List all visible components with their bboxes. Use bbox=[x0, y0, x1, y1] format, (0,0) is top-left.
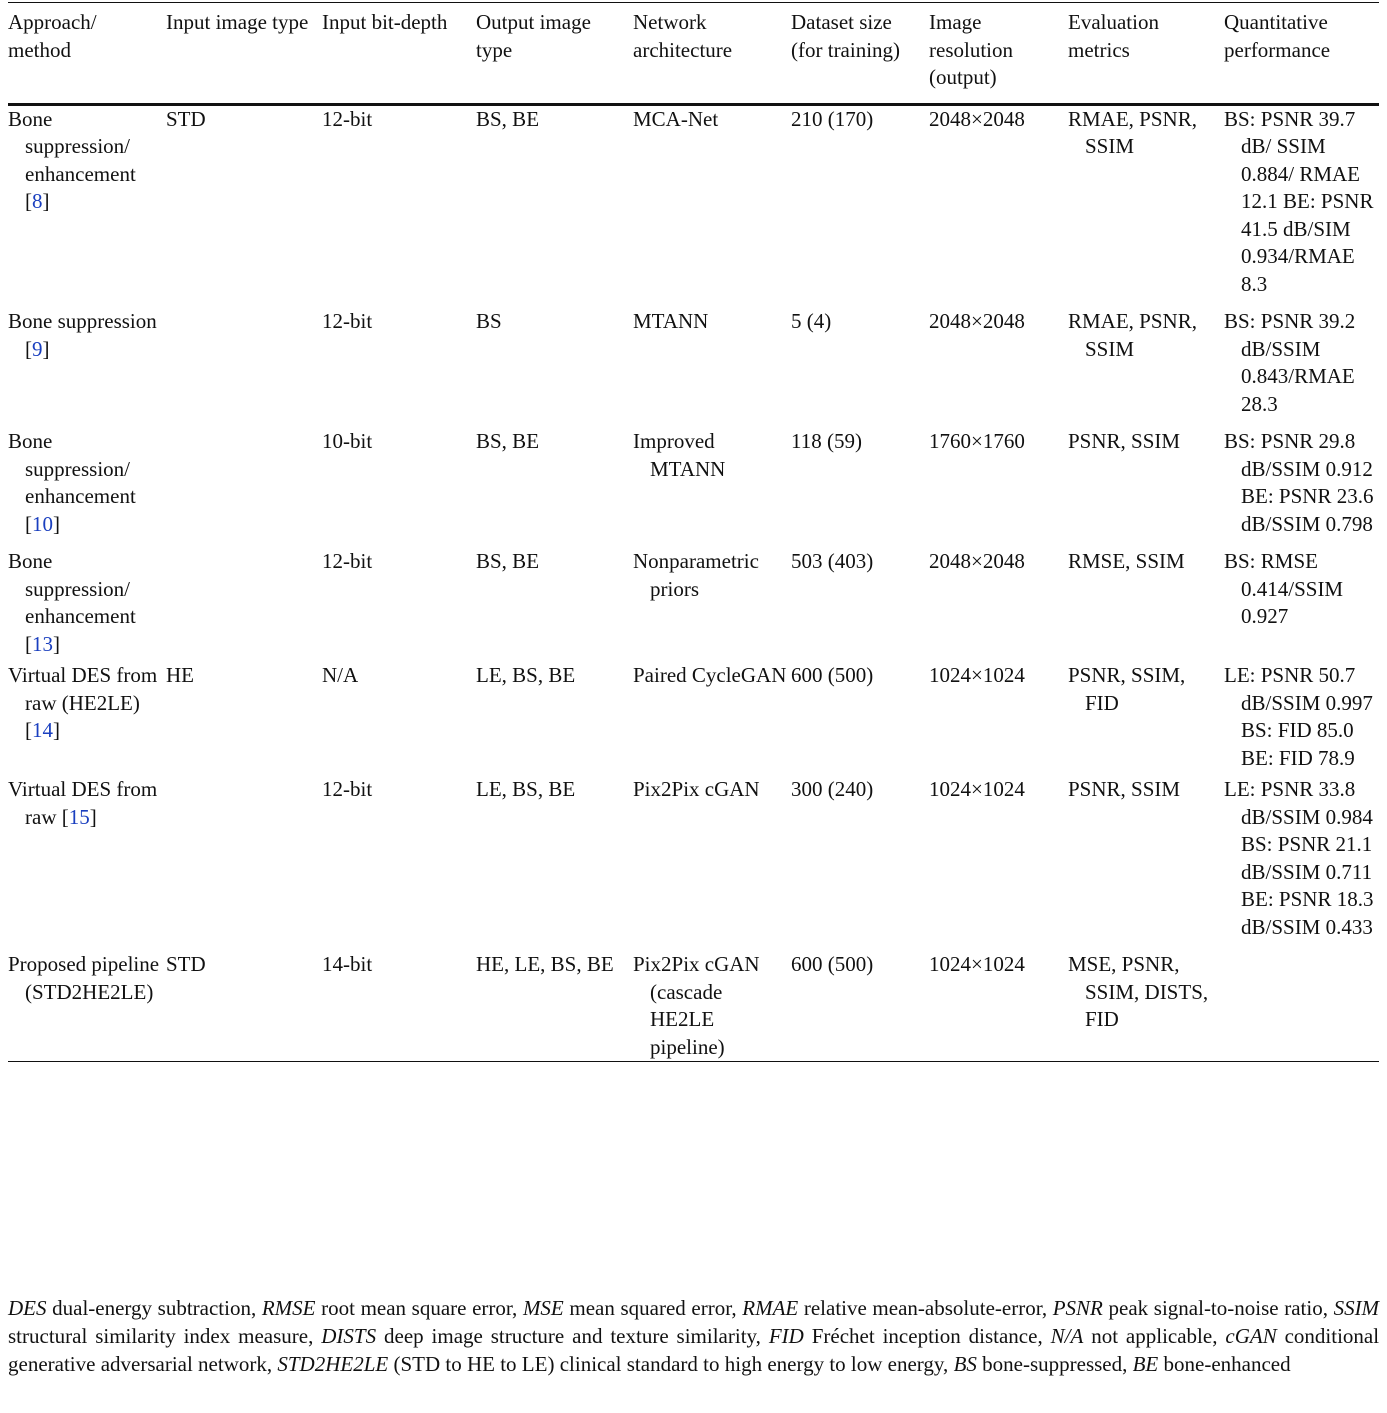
footnote-abbr: cGAN bbox=[1225, 1323, 1277, 1348]
cell-text: RMAE, PSNR, SSIM bbox=[1068, 106, 1197, 158]
header-resolution: Image resolution (output) bbox=[929, 10, 1013, 89]
table-row bbox=[8, 548, 1379, 662]
footnote-abbr: BS bbox=[953, 1351, 977, 1376]
cell-network bbox=[633, 662, 791, 776]
reference-link[interactable]: 15 bbox=[68, 804, 90, 829]
table-body bbox=[8, 104, 1379, 1062]
header-input-type: Input image type bbox=[166, 10, 309, 34]
cell-text: 2048×2048 bbox=[929, 549, 1025, 573]
cell-text: 12-bit bbox=[322, 777, 373, 801]
cell-text: BS, BE bbox=[476, 549, 540, 573]
cell-text: 5 (4) bbox=[791, 309, 832, 333]
cell-output-type bbox=[476, 104, 633, 308]
cell-dataset bbox=[791, 951, 929, 1062]
reference-link[interactable]: 10 bbox=[32, 511, 53, 536]
cell-network bbox=[633, 308, 791, 428]
cell-resolution bbox=[929, 308, 1068, 428]
table-footnote bbox=[8, 1295, 1379, 1378]
header-network: Network architecture bbox=[633, 10, 733, 62]
cell-text: LE, BS, BE bbox=[476, 777, 576, 801]
footnote-definition: deep image structure and texture similarity, bbox=[384, 1323, 761, 1348]
cell-approach: Bone suppression/ enhancement [10] bbox=[8, 429, 136, 536]
cell-network bbox=[633, 776, 791, 951]
footnote-definition: Fréchet inception distance, bbox=[811, 1323, 1043, 1348]
cell-text: PSNR, SSIM bbox=[1068, 777, 1181, 801]
cell-resolution bbox=[929, 662, 1068, 776]
cell-text: HE, LE, BS, BE bbox=[476, 952, 614, 976]
cell-text: 1024×1024 bbox=[929, 952, 1025, 976]
footnote-definition: mean squared error, bbox=[569, 1296, 737, 1320]
footnote-abbr: BE bbox=[1132, 1351, 1159, 1376]
cell-metrics bbox=[1068, 951, 1224, 1062]
cell-text: BS: PSNR 29.8 dB/SSIM 0.912 BE: PSNR 23.6 dB/SSIM 0.798 bbox=[1224, 429, 1374, 536]
cell-text: MCA-Net bbox=[633, 106, 719, 131]
cell-text: 1024×1024 bbox=[929, 777, 1025, 801]
footnote-abbr: PSNR bbox=[1052, 1296, 1103, 1320]
cell-resolution bbox=[929, 548, 1068, 662]
reference-link[interactable]: 14 bbox=[32, 718, 53, 742]
cell-text: 10-bit bbox=[322, 429, 373, 453]
cell-bit-depth bbox=[322, 776, 476, 951]
cell-text: Nonparametric priors bbox=[633, 549, 759, 601]
cell-text: 2048×2048 bbox=[929, 309, 1025, 333]
cell-text: STD bbox=[166, 952, 206, 976]
cell-output-type bbox=[476, 428, 633, 548]
cell-performance bbox=[1224, 428, 1379, 548]
footnote-definition: structural similarity index measure, bbox=[8, 1323, 314, 1348]
cell-input-type bbox=[166, 104, 322, 308]
reference-link[interactable]: 9 bbox=[32, 336, 43, 361]
cell-dataset bbox=[791, 104, 929, 308]
cell-text: 600 (500) bbox=[791, 663, 874, 687]
cell-network bbox=[633, 951, 791, 1062]
cell-resolution bbox=[929, 428, 1068, 548]
header-output-type: Output image type bbox=[476, 10, 591, 62]
cell-text: BS: PSNR 39.2 dB/SSIM 0.843/RMAE 28.3 bbox=[1224, 309, 1356, 416]
footnote-definition: not applicable, bbox=[1091, 1323, 1218, 1348]
cell-text: 600 (500) bbox=[791, 952, 874, 976]
reference-link[interactable]: 13 bbox=[32, 631, 53, 656]
footnote-abbr: RMSE bbox=[261, 1296, 316, 1320]
cell-text: LE, BS, BE bbox=[476, 663, 576, 687]
cell-output-type bbox=[476, 951, 633, 1062]
cell-approach: Bone suppression/ enhancement [13] bbox=[8, 549, 136, 656]
cell-metrics bbox=[1068, 776, 1224, 951]
cell-text: Proposed pipeline (STD2HE2LE) bbox=[8, 952, 160, 1004]
header-metrics: Evaluation metrics bbox=[1068, 10, 1159, 62]
cell-text: 503 (403) bbox=[791, 549, 874, 573]
cell-text: BS, BE bbox=[476, 429, 540, 453]
cell-performance bbox=[1224, 776, 1379, 951]
header-approach: Approach/ method bbox=[8, 10, 97, 62]
cell-network bbox=[633, 104, 791, 308]
cell-network bbox=[633, 428, 791, 548]
cell-output-type bbox=[476, 662, 633, 776]
footnote-definition: peak signal-to-noise ratio, bbox=[1108, 1296, 1328, 1320]
footnote-abbr: STD2HE2LE bbox=[277, 1351, 389, 1376]
cell-resolution bbox=[929, 776, 1068, 951]
table-row bbox=[8, 308, 1379, 428]
cell-output-type bbox=[476, 548, 633, 662]
cell-bit-depth bbox=[322, 548, 476, 662]
footnote-definition: dual-energy subtraction, bbox=[52, 1296, 257, 1320]
cell-text: BS: PSNR 39.7 dB/ SSIM 0.884/ RMAE 12.1 BE: PSNR 41.5 dB/SIM 0.934/RMAE 8.3 bbox=[1224, 106, 1374, 296]
cell-approach: Virtual DES from raw (HE2LE) [14] bbox=[8, 663, 158, 742]
cell-text: STD bbox=[166, 106, 206, 131]
footnote-definition: relative mean-absolute-error, bbox=[803, 1296, 1048, 1320]
cell-text: 210 (170) bbox=[791, 106, 874, 131]
cell-input-type bbox=[166, 308, 322, 428]
cell-approach: Bone suppression [9] bbox=[8, 309, 157, 361]
cell-text: RMSE, SSIM bbox=[1068, 549, 1185, 573]
cell-text: 1024×1024 bbox=[929, 663, 1025, 687]
cell-text: Bone suppression bbox=[8, 309, 157, 333]
cell-resolution bbox=[929, 104, 1068, 308]
cell-input-type bbox=[166, 951, 322, 1062]
cell-text: Bone suppression/ enhancement bbox=[8, 106, 136, 186]
header-bit-depth: Input bit-depth bbox=[322, 10, 448, 34]
footnote-abbr: FID bbox=[768, 1323, 804, 1348]
header-performance: Quantitative performance bbox=[1224, 10, 1331, 62]
table-row bbox=[8, 104, 1379, 308]
cell-input-type bbox=[166, 662, 322, 776]
cell-text: MTANN bbox=[633, 309, 709, 333]
cell-text: 118 (59) bbox=[791, 429, 862, 453]
cell-performance bbox=[1224, 951, 1379, 1062]
table-row bbox=[8, 428, 1379, 548]
cell-bit-depth bbox=[322, 662, 476, 776]
cell-metrics bbox=[1068, 662, 1224, 776]
cell-output-type bbox=[476, 776, 633, 951]
cell-bit-depth bbox=[322, 428, 476, 548]
footnote-abbr: RMAE bbox=[742, 1296, 799, 1320]
footnote-definition: conditional generative adversarial network, bbox=[8, 1323, 1380, 1376]
cell-text: 12-bit bbox=[322, 309, 373, 333]
cell-approach: Virtual DES from raw [15] bbox=[8, 777, 158, 829]
cell-text: PSNR, SSIM, FID bbox=[1068, 663, 1186, 715]
cell-text: 12-bit bbox=[322, 549, 373, 573]
cell-performance bbox=[1224, 308, 1379, 428]
header-dataset: Dataset size (for training) bbox=[791, 10, 901, 62]
cell-dataset bbox=[791, 662, 929, 776]
cell-text: Improved MTANN bbox=[633, 429, 726, 481]
cell-approach bbox=[8, 951, 166, 1062]
cell-input-type bbox=[166, 428, 322, 548]
reference-link[interactable]: 8 bbox=[32, 189, 43, 213]
cell-text: Virtual DES from raw bbox=[8, 777, 158, 829]
cell-text: LE: PSNR 33.8 dB/SSIM 0.984 BS: PSNR 21.1 dB/SSIM 0.711 BE: PSNR 18.3 dB/SSIM 0.433 bbox=[1224, 777, 1374, 939]
cell-performance bbox=[1224, 548, 1379, 662]
cell-input-type bbox=[166, 776, 322, 951]
cell-dataset bbox=[791, 428, 929, 548]
cell-dataset bbox=[791, 308, 929, 428]
cell-bit-depth bbox=[322, 104, 476, 308]
cell-text: BS: RMSE 0.414/SSIM 0.927 bbox=[1224, 549, 1344, 628]
cell-text: 300 (240) bbox=[791, 777, 874, 801]
cell-text: PSNR, SSIM bbox=[1068, 429, 1181, 453]
footnote-abbr: DISTS bbox=[321, 1323, 377, 1348]
cell-dataset bbox=[791, 776, 929, 951]
cell-approach: Bone suppression/ enhancement [8] bbox=[8, 106, 136, 213]
cell-metrics bbox=[1068, 428, 1224, 548]
footnote-abbr: N/A bbox=[1050, 1323, 1084, 1348]
footnote-abbr: MSE bbox=[522, 1296, 564, 1320]
cell-text: Pix2Pix cGAN bbox=[633, 777, 760, 801]
cell-text: Virtual DES from raw (HE2LE) bbox=[8, 663, 158, 715]
cell-metrics bbox=[1068, 104, 1224, 308]
cell-text: Pix2Pix cGAN (cascade HE2LE pipeline) bbox=[633, 952, 760, 1059]
cell-bit-depth bbox=[322, 951, 476, 1062]
cell-text: RMAE, PSNR, SSIM bbox=[1068, 309, 1197, 361]
cell-text: Bone suppression/ enhancement bbox=[8, 429, 136, 508]
cell-text: Bone suppression/ enhancement bbox=[8, 549, 136, 628]
cell-performance bbox=[1224, 104, 1379, 308]
cell-text: MSE, PSNR, SSIM, DISTS, FID bbox=[1068, 952, 1209, 1031]
table-row bbox=[8, 951, 1379, 1062]
footnote-abbr: DES bbox=[8, 1296, 47, 1320]
footnote-definition: bone-suppressed, bbox=[982, 1351, 1128, 1376]
footnote-definition: root mean square error, bbox=[321, 1296, 518, 1320]
table-header-row bbox=[8, 3, 1379, 105]
cell-bit-depth bbox=[322, 308, 476, 428]
table-row bbox=[8, 662, 1379, 776]
footnote-abbr: SSIM bbox=[1333, 1296, 1380, 1320]
cell-text: N/A bbox=[322, 663, 359, 687]
cell-network bbox=[633, 548, 791, 662]
cell-input-type bbox=[166, 548, 322, 662]
comparison-table bbox=[8, 2, 1379, 1062]
cell-text: BS bbox=[476, 309, 502, 333]
cell-metrics bbox=[1068, 308, 1224, 428]
cell-metrics bbox=[1068, 548, 1224, 662]
footnote-definition: bone-enhanced bbox=[1163, 1351, 1291, 1376]
cell-dataset bbox=[791, 548, 929, 662]
footnote-definition: (STD to HE to LE) clinical standard to high energy to low energy, bbox=[393, 1351, 949, 1376]
cell-output-type bbox=[476, 308, 633, 428]
cell-text: Paired CycleGAN bbox=[633, 663, 787, 687]
cell-text: 1760×1760 bbox=[929, 429, 1025, 453]
table-row bbox=[8, 776, 1379, 951]
cell-resolution bbox=[929, 951, 1068, 1062]
cell-text: HE bbox=[166, 663, 194, 687]
cell-performance bbox=[1224, 662, 1379, 776]
cell-text: LE: PSNR 50.7 dB/SSIM 0.997 BS: FID 85.0 BE: FID 78.9 bbox=[1224, 663, 1373, 770]
cell-text: 2048×2048 bbox=[929, 106, 1025, 131]
cell-text: 14-bit bbox=[322, 952, 373, 976]
cell-text: BS, BE bbox=[476, 106, 540, 131]
cell-text: 12-bit bbox=[322, 106, 373, 131]
